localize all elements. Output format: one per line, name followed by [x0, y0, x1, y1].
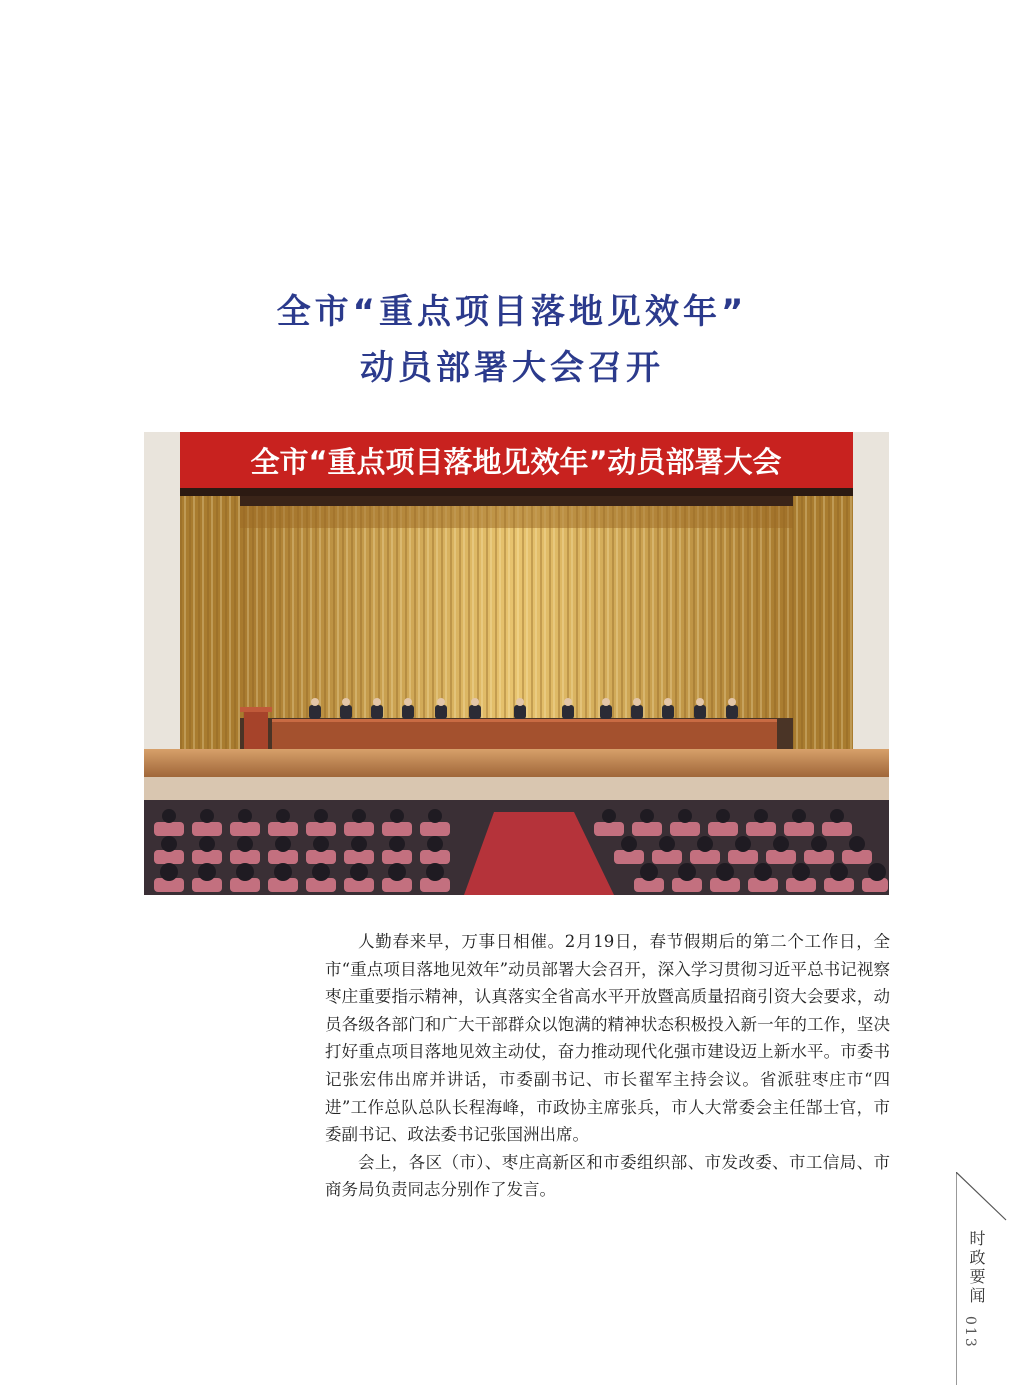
article-body — [325, 928, 890, 1204]
page-title-line-2: 动员部署大会召开 — [360, 348, 664, 388]
meeting-photo — [144, 432, 889, 895]
article-paragraph-1: 人勤春来早，万事日相催。2月19日，春节假期后的第二个工作日，全市“重点项目落地见效年”动员部署大会召开，深入学习贯彻习近平总书记视察枣庄重要指示精神，认真落实全省高水平开放暨高质量招商引资大会要求，动员各级各部门和广大干部群众以饱满的精神状态积极投入新一年的工作，坚决打好重点项目落地见效主动仗，奋力推动现代化强市建设迈上新水平。市委书记张宏伟出席并讲话，市委副书记、市长翟军主持会议。省派驻枣庄市“四进”工作总队总队长程海峰，市政协主席张兵，市人大常委会主任郜士官，市委副书记、政法委书记张国洲出席。 — [325, 932, 890, 1145]
page-number: 013 — [962, 1316, 978, 1349]
section-label: 时政要闻 — [967, 1230, 986, 1306]
page-title-line-1: 全市“重点项目落地见效年” — [276, 292, 748, 332]
article-paragraph-2: 会上，各区（市）、枣庄高新区和市委组织部、市发改委、市工信局、市商务局负责同志分别作了发言。 — [325, 1152, 890, 1200]
banner-text: 全市“重点项目落地见效年”动员部署大会 — [250, 445, 782, 479]
